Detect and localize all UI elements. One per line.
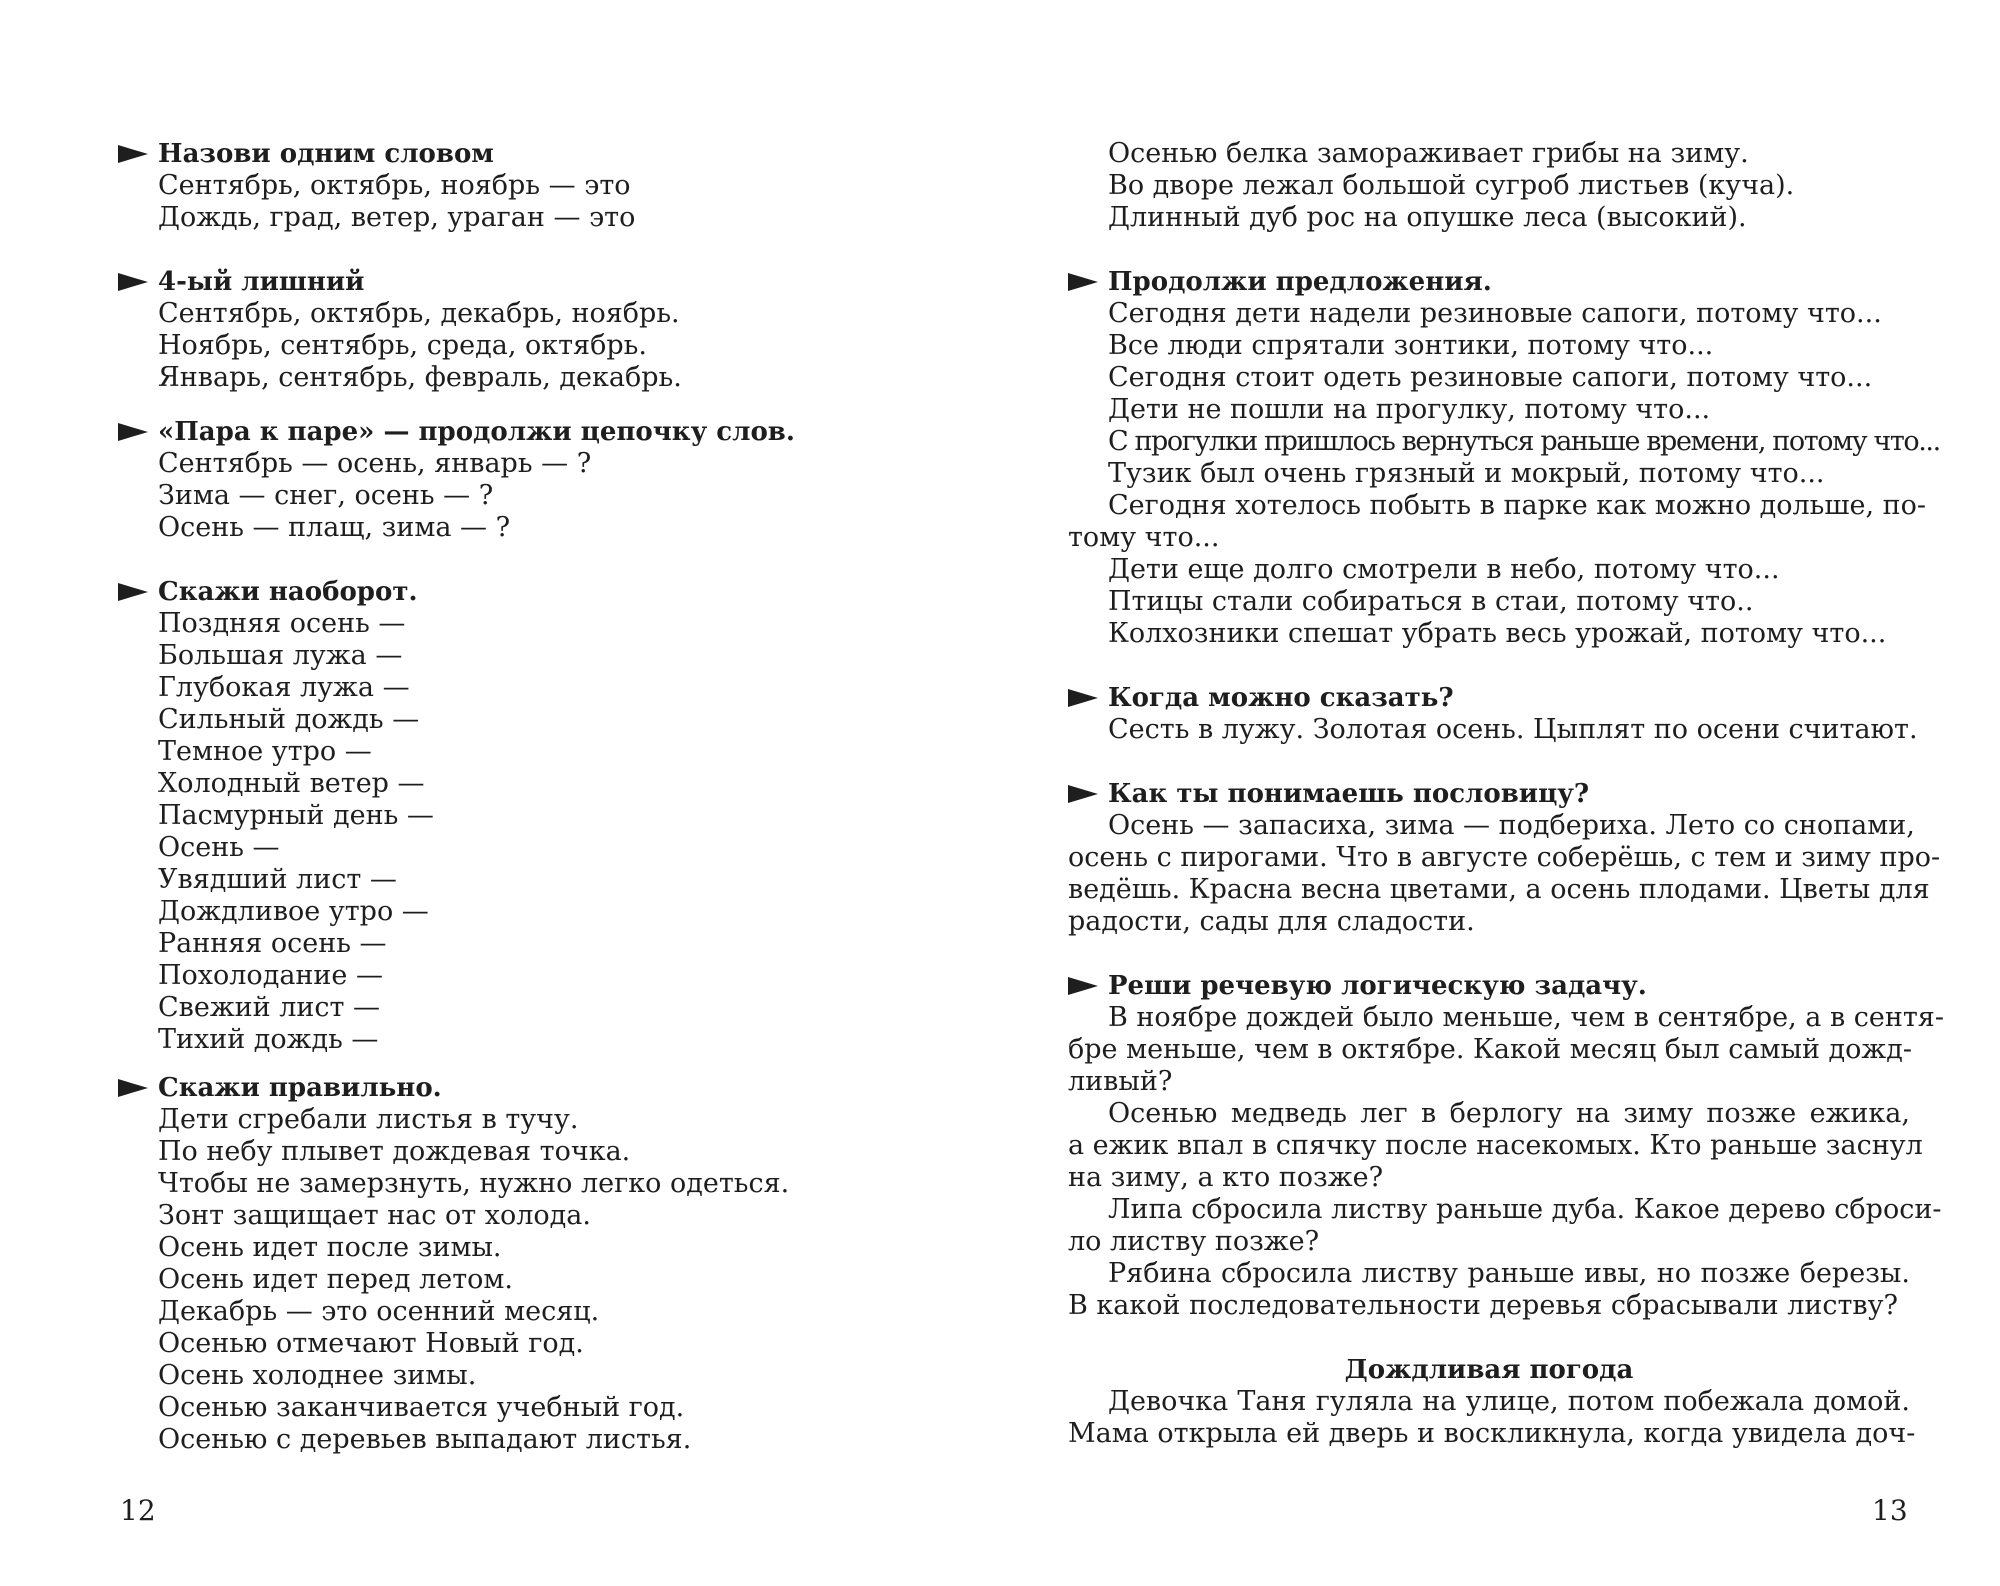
text-line: Сентябрь — осень, январь — ? xyxy=(158,448,592,479)
text-line: радости, сады для сладости. xyxy=(1068,906,1475,937)
text-line: Осенью медведь лег в берлогу на зиму позже ежика, xyxy=(1108,1098,1910,1129)
text-line: Сегодня стоит одеть резиновые сапоги, потому что... xyxy=(1108,362,1873,393)
text-line: Сентябрь, октябрь, декабрь, ноябрь. xyxy=(158,298,680,329)
text-line: осень с пирогами. Что в августе соберёшь, с тем и зиму про- xyxy=(1068,842,1941,873)
text-line: Сегодня дети надели резиновые сапоги, потому что... xyxy=(1108,298,1882,329)
text-line: Сильный дождь — xyxy=(158,704,420,735)
text-line: Свежий лист — xyxy=(158,992,381,1023)
text-line: Январь, сентябрь, февраль, декабрь. xyxy=(158,362,682,393)
story-title: Дождливая погода xyxy=(1344,1355,1634,1385)
text-line: Зима — снег, осень — ? xyxy=(158,480,494,511)
text-line: В ноябре дождей было меньше, чем в сентябре, а в сентя- xyxy=(1108,1002,1944,1033)
text-line: Мама открыла ей дверь и воскликнула, когда увидела доч- xyxy=(1068,1418,1916,1449)
section-heading: Назови одним словом xyxy=(118,138,918,170)
section-heading: «Пара к паре» — продолжи цепочку слов. xyxy=(118,416,918,448)
text-line: Дождливое утро — xyxy=(158,896,429,927)
text-line: Сегодня хотелось побыть в парке как можно дольше, по- xyxy=(1108,490,1927,521)
page-number: 12 xyxy=(120,1494,156,1527)
section-heading: Скажи наоборот. xyxy=(118,576,918,608)
arrow-icon xyxy=(118,423,148,441)
section-heading: Скажи правильно. xyxy=(118,1072,918,1104)
text-line: Поздняя осень — xyxy=(158,608,406,639)
page-number: 13 xyxy=(1872,1494,1908,1527)
text-line: Осень — xyxy=(158,832,280,863)
text-line: Во дворе лежал большой сугроб листьев (куча). xyxy=(1108,170,1795,201)
text-line: Пасмурный день — xyxy=(158,800,434,831)
text-line: Девочка Таня гуляла на улице, потом побежала домой. xyxy=(1108,1386,1910,1417)
text-line: Дети сгребали листья в тучу. xyxy=(158,1104,579,1135)
text-line: Рябина сбросила листву раньше ивы, но позже березы. xyxy=(1108,1258,1910,1289)
text-line: Колхозники спешат убрать весь урожай, потому что... xyxy=(1108,618,1887,649)
text-line: Чтобы не замерзнуть, нужно легко одеться. xyxy=(158,1168,790,1199)
text-line: С прогулки пришлось вернуться раньше времени, потому что... xyxy=(1108,426,1940,457)
left-page xyxy=(118,138,918,1456)
text-line: Большая лужа — xyxy=(158,640,403,671)
text-line: Тузик был очень грязный и мокрый, потому что... xyxy=(1108,458,1825,489)
text-line: Холодный ветер — xyxy=(158,768,425,799)
text-line: Осень — плащ, зима — ? xyxy=(158,512,511,543)
section-heading: Когда можно сказать? xyxy=(1068,682,1910,714)
section-heading: Как ты понимаешь пословицу? xyxy=(1068,778,1910,810)
text-line: ло листву позже? xyxy=(1068,1226,1320,1257)
text-line: Дети не пошли на прогулку, потому что... xyxy=(1108,394,1711,425)
text-line: Осенью белка замораживает грибы на зиму. xyxy=(1108,138,1749,169)
text-line: Осень холоднее зимы. xyxy=(158,1360,477,1391)
text-line: Ранняя осень — xyxy=(158,928,387,959)
text-line: Птицы стали собираться в стаи, потому что.. xyxy=(1108,586,1754,617)
text-line: Липа сбросила листву раньше дуба. Какое дерево сброси- xyxy=(1108,1194,1942,1225)
text-line: бре меньше, чем в октябре. Какой месяц был самый дожд- xyxy=(1068,1034,1913,1065)
text-line: В какой последовательности деревья сбрасывали листву? xyxy=(1068,1290,1898,1321)
arrow-icon xyxy=(118,145,148,163)
text-line: Осень идет перед летом. xyxy=(158,1264,513,1295)
text-line: Темное утро — xyxy=(158,736,372,767)
text-line: Осень идет после зимы. xyxy=(158,1232,502,1263)
text-line: Длинный дуб рос на опушке леса (высокий). xyxy=(1108,202,1747,233)
arrow-icon xyxy=(1068,785,1098,803)
arrow-icon xyxy=(1068,977,1098,995)
arrow-icon xyxy=(118,1079,148,1097)
text-line: Глубокая лужа — xyxy=(158,672,410,703)
text-line: ведёшь. Красна весна цветами, а осень плодами. Цветы для xyxy=(1068,874,1930,905)
text-line: Зонт защищает нас от холода. xyxy=(158,1200,591,1231)
text-line: Сесть в лужу. Золотая осень. Цыплят по осени считают. xyxy=(1108,714,1918,745)
text-line: на зиму, а кто позже? xyxy=(1068,1162,1384,1193)
text-line: Осенью с деревьев выпадают листья. xyxy=(158,1424,692,1455)
text-line: Дети еще долго смотрели в небо, потому что... xyxy=(1108,554,1780,585)
text-line: а ежик впал в спячку после насекомых. Кто раньше заснул xyxy=(1068,1130,1923,1161)
text-line: Дождь, град, ветер, ураган — это xyxy=(158,202,636,233)
arrow-icon xyxy=(1068,273,1098,291)
text-line: Осенью заканчивается учебный год. xyxy=(158,1392,685,1423)
text-line: Увядший лист — xyxy=(158,864,397,895)
section-heading: Продолжи предложения. xyxy=(1068,266,1910,298)
arrow-icon xyxy=(118,583,148,601)
text-line: Тихий дождь — xyxy=(158,1024,379,1055)
arrow-icon xyxy=(118,273,148,291)
section-heading: Реши речевую логическую задачу. xyxy=(1068,970,1910,1002)
text-line: По небу плывет дождевая точка. xyxy=(158,1136,631,1167)
text-line: Ноябрь, сентябрь, среда, октябрь. xyxy=(158,330,647,361)
text-line: Декабрь — это осенний месяц. xyxy=(158,1296,600,1327)
section-heading: 4-ый лишний xyxy=(118,266,918,298)
right-page xyxy=(1068,138,1944,1450)
text-line: Все люди спрятали зонтики, потому что... xyxy=(1108,330,1714,361)
text-line: Сентябрь, октябрь, ноябрь — это xyxy=(158,170,631,201)
text-line: Похолодание — xyxy=(158,960,383,991)
text-line: ливый? xyxy=(1068,1066,1173,1097)
text-line: Осенью отмечают Новый год. xyxy=(158,1328,584,1359)
text-line: Осень — запасиха, зима — подбериха. Лето со снопами, xyxy=(1108,810,1915,841)
arrow-icon xyxy=(1068,689,1098,707)
text-line: тому что... xyxy=(1068,522,1220,553)
